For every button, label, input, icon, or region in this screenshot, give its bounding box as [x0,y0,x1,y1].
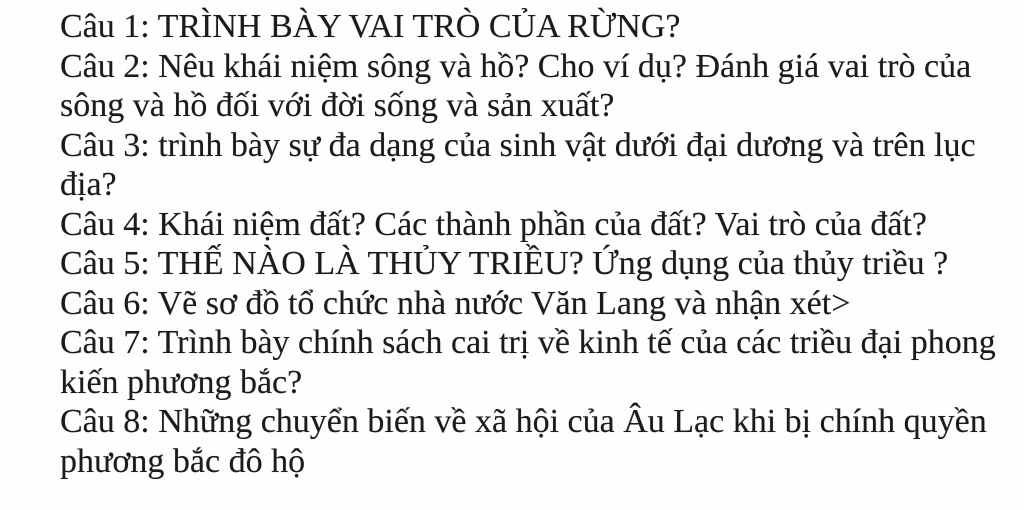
question-line-11: Câu 8: Những chuyển biến về xã hội của Âu Lạc khi bị chính quyền [60,403,987,440]
question-line-7: Câu 5: THẾ NÀO LÀ THỦY TRIỀU? Ứng dụng của thủy triều ? [60,245,949,282]
question-line-2: Câu 2: Nêu khái niệm sông và hồ? Cho ví dụ? Đánh giá vai trò của [60,47,972,85]
question-line-3: sông và hồ đối với đời sống và sản xuất? [60,87,615,124]
question-line-8: Câu 6: Vẽ sơ đồ tổ chức nhà nước Văn Lang và nhận xét> [60,284,851,322]
question-line-12: phương bắc đô hộ [60,442,306,480]
question-line-6: Câu 4: Khái niệm đất? Các thành phần của đất? Vai trò của đất? [60,205,927,243]
question-line-5: địa? [60,166,117,203]
question-line-1: Câu 1: TRÌNH BÀY VAI TRÒ CỦA RỪNG? [60,8,681,45]
question-line-4: Câu 3: trình bày sự đa dạng của sinh vật dưới đại dương và trên lục [60,126,976,164]
question-line-10: kiến phương bắc? [60,363,303,401]
question-line-9: Câu 7: Trình bày chính sách cai trị về kinh tế của các triều đại phong [60,324,996,361]
